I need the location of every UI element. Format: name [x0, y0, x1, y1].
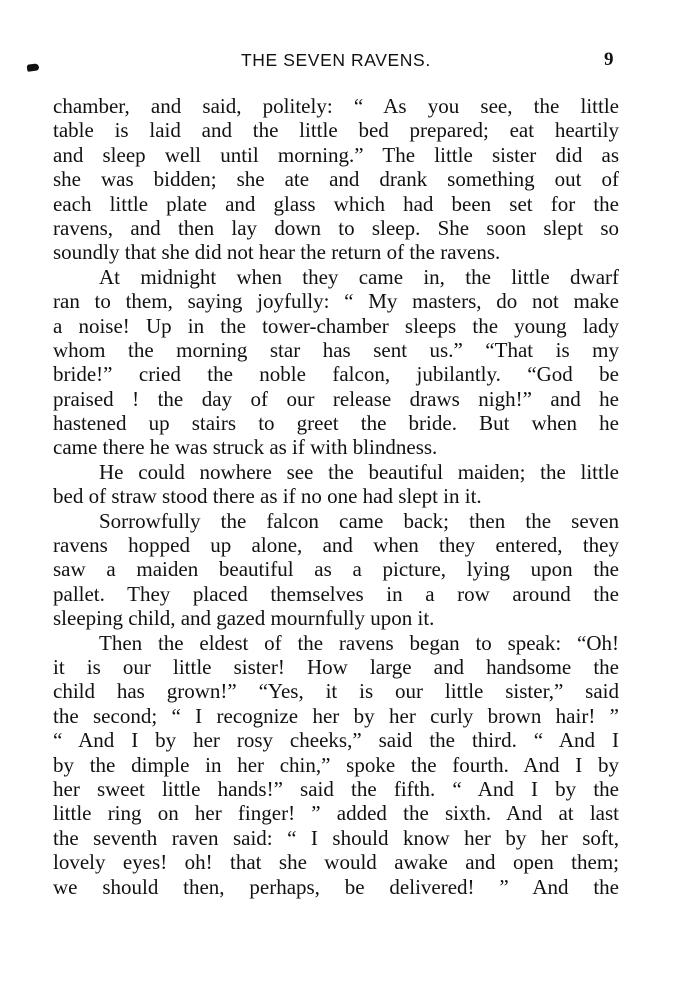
- text-line: saw a maiden beautiful as a picture, lying upon the: [53, 557, 619, 582]
- text-line: by the dimple in her chin,” spoke the fourth. And I by: [53, 752, 619, 777]
- text-line: chamber, and said, politely: “ As you see, the little: [53, 94, 619, 118]
- text-line: child has grown!” “Yes, it is our little sister,” said: [53, 679, 619, 704]
- text-line: the second; “ I recognize her by her curly brown hair! ”: [53, 703, 619, 728]
- text-line: pallet. They placed themselves in a row around the: [53, 581, 619, 606]
- text-line: little ring on her finger! ” added the sixth. And at last: [53, 801, 619, 826]
- text-line: ran to them, saying joyfully: “ My masters, do not make: [53, 289, 619, 314]
- text-line: whom the morning star has sent us.” “That is my: [53, 337, 619, 362]
- text-line: ravens, and then lay down to sleep. She soon slept so: [53, 215, 619, 240]
- text-line: bride!” cried the noble falcon, jubilantly. “God be: [53, 362, 619, 387]
- text-line: she was bidden; she ate and drank something out of: [53, 167, 619, 192]
- text-line: bed of straw stood there as if no one had slept in it.: [53, 484, 482, 509]
- text-line: her sweet little hands!” said the fifth. “ And I by the: [53, 776, 619, 801]
- text-line: and sleep well until morning.” The little sister did as: [53, 142, 619, 167]
- text-line: soundly that she did not hear the return of the ravens.: [53, 240, 501, 265]
- body-text: [53, 94, 619, 899]
- text-line: table is laid and the little bed prepared; eat heartily: [53, 118, 619, 143]
- text-line: Sorrowfully the falcon came back; then the seven: [99, 508, 619, 533]
- text-line: the seventh raven said: “ I should know her by her soft,: [53, 825, 619, 850]
- text-line: “ And I by her rosy cheeks,” said the third. “ And I: [53, 728, 619, 753]
- text-line: we should then, perhaps, be delivered! ” And the: [53, 874, 619, 899]
- text-line: ravens hopped up alone, and when they entered, they: [53, 533, 619, 558]
- chapter-running-title: THE SEVEN RAVENS.: [241, 50, 431, 70]
- text-line: hastened up stairs to greet the bride. But when he: [53, 411, 619, 436]
- text-line: praised ! the day of our release draws nigh!” and he: [53, 386, 619, 411]
- text-line: Then the eldest of the ravens began to speak: “Oh!: [99, 630, 619, 655]
- text-line: sleeping child, and gazed mournfully upon it.: [53, 606, 435, 631]
- text-line: it is our little sister! How large and handsome the: [53, 654, 619, 679]
- running-header: [0, 46, 685, 76]
- text-line: At midnight when they came in, the little dwarf: [99, 264, 619, 289]
- text-line: came there he was struck as if with blindness.: [53, 435, 438, 460]
- text-line: each little plate and glass which had been set for the: [53, 191, 619, 216]
- text-line: He could nowhere see the beautiful maiden; the little: [99, 459, 619, 484]
- text-line: a noise! Up in the tower-chamber sleeps the young lady: [53, 313, 619, 338]
- text-line: lovely eyes! oh! that she would awake and open them;: [53, 850, 619, 875]
- page-number: 9: [604, 49, 614, 70]
